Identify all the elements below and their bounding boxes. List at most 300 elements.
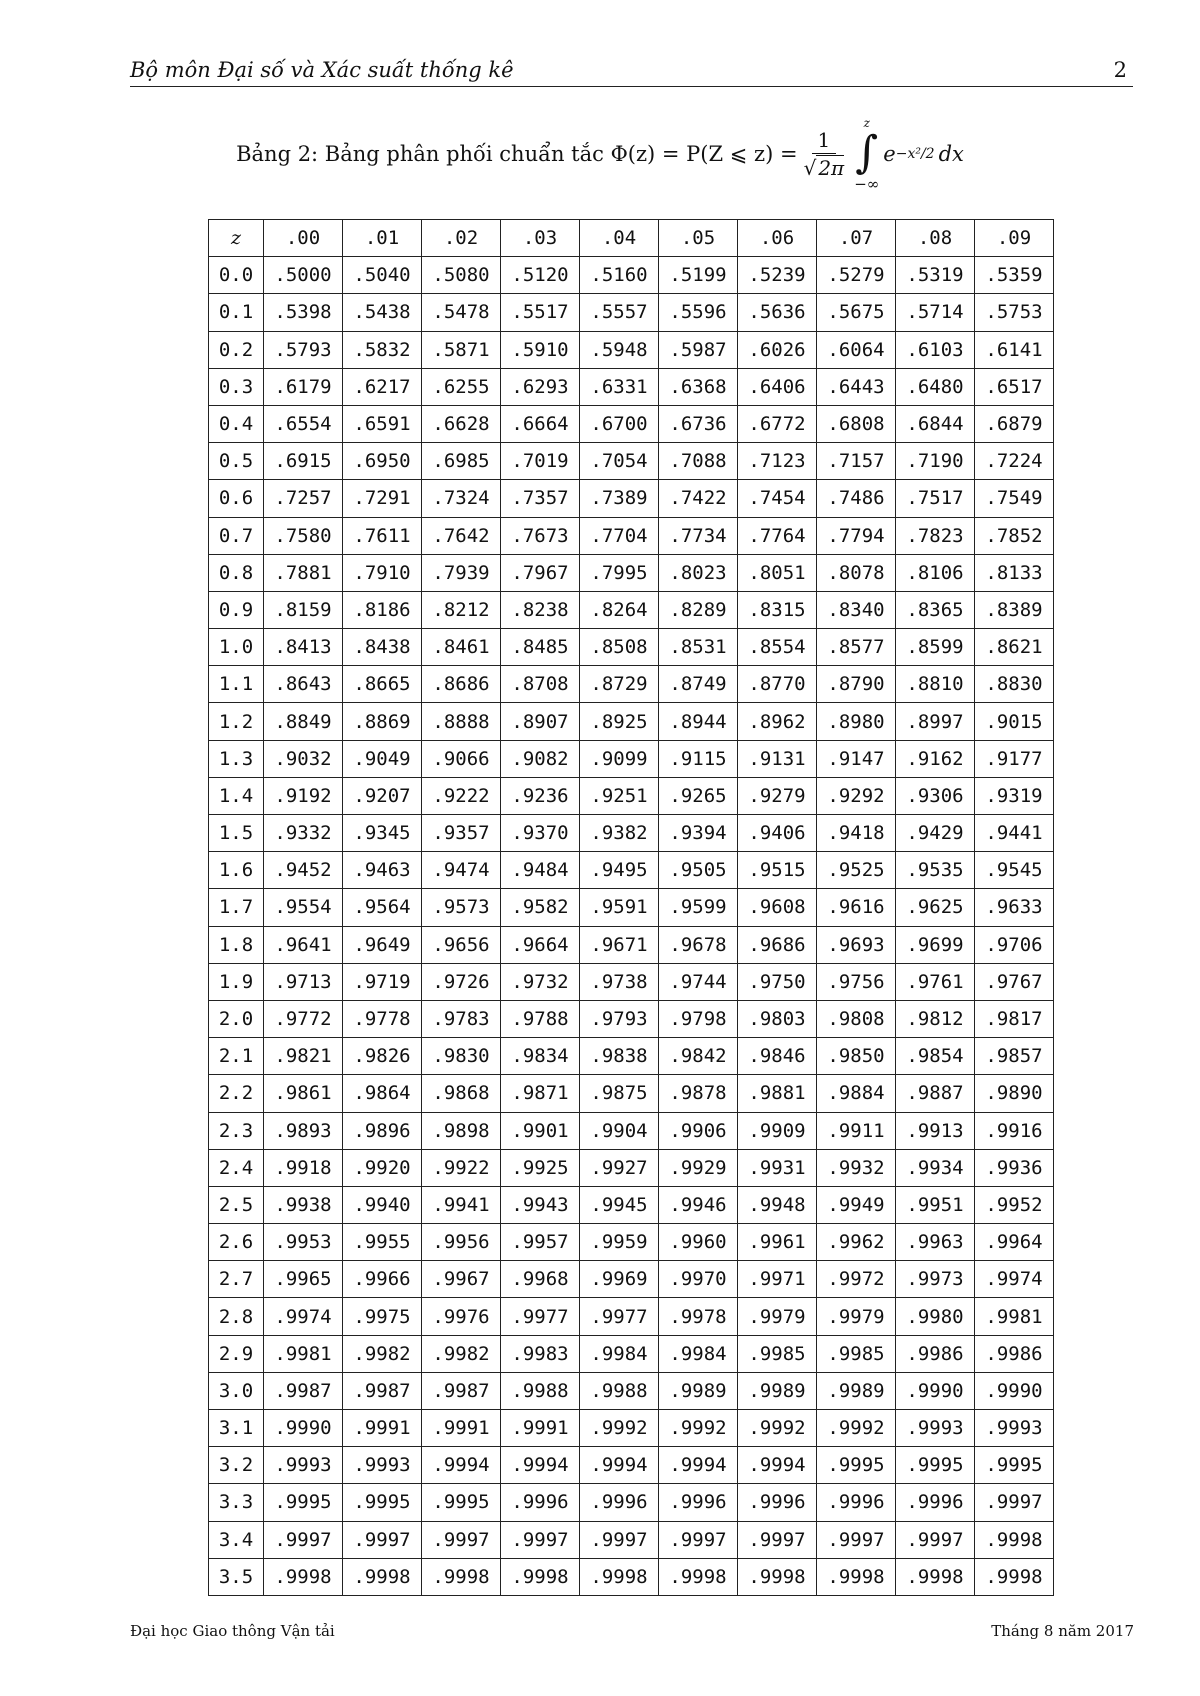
probability-cell: .5160 (580, 257, 659, 294)
probability-cell: .6736 (659, 405, 738, 442)
probability-cell: .9995 (975, 1447, 1054, 1484)
probability-cell: .9961 (738, 1224, 817, 1261)
z-value-cell: 2.4 (209, 1149, 264, 1186)
z-value-cell: 3.5 (209, 1558, 264, 1595)
probability-cell: .8790 (817, 666, 896, 703)
probability-cell: .5832 (343, 331, 422, 368)
probability-cell: .9973 (896, 1261, 975, 1298)
probability-cell: .9893 (264, 1112, 343, 1149)
probability-cell: .9641 (264, 926, 343, 963)
probability-cell: .9995 (817, 1447, 896, 1484)
table-row (209, 1149, 1054, 1186)
integrand-differential: dx (938, 142, 964, 166)
probability-cell: .7967 (501, 554, 580, 591)
probability-cell: .9979 (738, 1298, 817, 1335)
probability-cell: .9664 (501, 926, 580, 963)
probability-cell: .6331 (580, 368, 659, 405)
probability-cell: .9981 (975, 1298, 1054, 1335)
probability-cell: .6772 (738, 405, 817, 442)
probability-cell: .9846 (738, 1038, 817, 1075)
probability-cell: .9997 (422, 1521, 501, 1558)
probability-cell: .9943 (501, 1186, 580, 1223)
probability-cell: .8389 (975, 591, 1054, 628)
table-row (209, 257, 1054, 294)
z-value-cell: 0.4 (209, 405, 264, 442)
table-row (209, 666, 1054, 703)
probability-cell: .9992 (738, 1410, 817, 1447)
probability-cell: .9967 (422, 1261, 501, 1298)
probability-cell: .7642 (422, 517, 501, 554)
probability-cell: .9969 (580, 1261, 659, 1298)
probability-cell: .5000 (264, 257, 343, 294)
probability-cell: .9418 (817, 815, 896, 852)
probability-cell: .6480 (896, 368, 975, 405)
table-row (209, 740, 1054, 777)
probability-cell: .8849 (264, 703, 343, 740)
probability-cell: .7088 (659, 443, 738, 480)
probability-cell: .9484 (501, 852, 580, 889)
probability-cell: .9988 (501, 1372, 580, 1409)
probability-cell: .6879 (975, 405, 1054, 442)
caption-fraction (804, 127, 845, 182)
probability-cell: .7764 (738, 517, 817, 554)
probability-cell: .6844 (896, 405, 975, 442)
table-row (209, 963, 1054, 1000)
probability-cell: .5120 (501, 257, 580, 294)
probability-cell: .8508 (580, 629, 659, 666)
probability-cell: .8888 (422, 703, 501, 740)
probability-cell: .9978 (659, 1298, 738, 1335)
probability-cell: .9842 (659, 1038, 738, 1075)
probability-cell: .9986 (896, 1335, 975, 1372)
probability-cell: .9913 (896, 1112, 975, 1149)
probability-cell: .9306 (896, 777, 975, 814)
column-header: .03 (501, 220, 580, 257)
probability-cell: .9987 (264, 1372, 343, 1409)
probability-cell: .9960 (659, 1224, 738, 1261)
probability-cell: .9817 (975, 1000, 1054, 1037)
probability-cell: .9767 (975, 963, 1054, 1000)
probability-cell: .9982 (422, 1335, 501, 1372)
probability-cell: .5557 (580, 294, 659, 331)
probability-cell: .9920 (343, 1149, 422, 1186)
z-value-cell: 0.6 (209, 480, 264, 517)
table-header-row (209, 220, 1054, 257)
table-row (209, 331, 1054, 368)
probability-cell: .9991 (422, 1410, 501, 1447)
z-value-cell: 1.6 (209, 852, 264, 889)
z-value-cell: 0.5 (209, 443, 264, 480)
probability-cell: .9997 (738, 1521, 817, 1558)
probability-cell: .9884 (817, 1075, 896, 1112)
footer-date: Tháng 8 năm 2017 (991, 1622, 1134, 1640)
probability-cell: .9974 (264, 1298, 343, 1335)
probability-cell: .9971 (738, 1261, 817, 1298)
sqrt-content: 2π (818, 155, 845, 180)
probability-cell: .9932 (817, 1149, 896, 1186)
probability-cell: .9778 (343, 1000, 422, 1037)
probability-cell: .9934 (896, 1149, 975, 1186)
table-row (209, 1410, 1054, 1447)
table-row (209, 815, 1054, 852)
probability-cell: .7486 (817, 480, 896, 517)
probability-cell: .9994 (501, 1447, 580, 1484)
probability-cell: .9678 (659, 926, 738, 963)
probability-cell: .9989 (659, 1372, 738, 1409)
z-value-cell: 2.5 (209, 1186, 264, 1223)
probability-cell: .9990 (264, 1410, 343, 1447)
probability-cell: .9994 (422, 1447, 501, 1484)
probability-cell: .9032 (264, 740, 343, 777)
probability-cell: .9995 (896, 1447, 975, 1484)
probability-cell: .9719 (343, 963, 422, 1000)
probability-cell: .9997 (896, 1521, 975, 1558)
table-row (209, 703, 1054, 740)
probability-cell: .9949 (817, 1186, 896, 1223)
probability-cell: .9864 (343, 1075, 422, 1112)
probability-cell: .9997 (659, 1521, 738, 1558)
probability-cell: .6700 (580, 405, 659, 442)
probability-cell: .9582 (501, 889, 580, 926)
probability-cell: .9838 (580, 1038, 659, 1075)
probability-cell: .9881 (738, 1075, 817, 1112)
probability-cell: .9904 (580, 1112, 659, 1149)
probability-cell: .9980 (896, 1298, 975, 1335)
z-value-cell: 0.0 (209, 257, 264, 294)
probability-cell: .9812 (896, 1000, 975, 1037)
probability-cell: .8023 (659, 554, 738, 591)
probability-cell: .9998 (817, 1558, 896, 1595)
probability-cell: .8643 (264, 666, 343, 703)
probability-cell: .5478 (422, 294, 501, 331)
probability-cell: .9986 (975, 1335, 1054, 1372)
probability-cell: .7549 (975, 480, 1054, 517)
probability-cell: .9793 (580, 1000, 659, 1037)
z-value-cell: 0.3 (209, 368, 264, 405)
probability-cell: .9993 (264, 1447, 343, 1484)
probability-cell: .9713 (264, 963, 343, 1000)
probability-cell: .9625 (896, 889, 975, 926)
probability-cell: .9997 (580, 1521, 659, 1558)
probability-cell: .9996 (896, 1484, 975, 1521)
probability-cell: .9898 (422, 1112, 501, 1149)
probability-cell: .7257 (264, 480, 343, 517)
probability-cell: .9772 (264, 1000, 343, 1037)
probability-cell: .9890 (975, 1075, 1054, 1112)
z-value-cell: 0.1 (209, 294, 264, 331)
probability-cell: .9987 (343, 1372, 422, 1409)
probability-cell: .6628 (422, 405, 501, 442)
probability-cell: .7995 (580, 554, 659, 591)
probability-cell: .9997 (975, 1484, 1054, 1521)
probability-cell: .9131 (738, 740, 817, 777)
table-row (209, 1038, 1054, 1075)
probability-cell: .9222 (422, 777, 501, 814)
probability-cell: .9956 (422, 1224, 501, 1261)
probability-cell: .9916 (975, 1112, 1054, 1149)
probability-cell: .9901 (501, 1112, 580, 1149)
table-row (209, 1447, 1054, 1484)
z-value-cell: 1.5 (209, 815, 264, 852)
probability-cell: .9505 (659, 852, 738, 889)
table-row (209, 517, 1054, 554)
probability-cell: .6217 (343, 368, 422, 405)
probability-cell: .9988 (580, 1372, 659, 1409)
probability-cell: .5675 (817, 294, 896, 331)
probability-cell: .5753 (975, 294, 1054, 331)
probability-cell: .9974 (975, 1261, 1054, 1298)
probability-cell: .9756 (817, 963, 896, 1000)
probability-cell: .8621 (975, 629, 1054, 666)
table-row (209, 1261, 1054, 1298)
probability-cell: .9998 (501, 1558, 580, 1595)
probability-cell: .8340 (817, 591, 896, 628)
probability-cell: .9911 (817, 1112, 896, 1149)
z-value-cell: 0.2 (209, 331, 264, 368)
table-row (209, 1000, 1054, 1037)
probability-cell: .6443 (817, 368, 896, 405)
probability-cell: .7224 (975, 443, 1054, 480)
page-number: 2 (1113, 58, 1127, 82)
probability-cell: .9989 (817, 1372, 896, 1409)
column-header: .09 (975, 220, 1054, 257)
probability-cell: .9998 (975, 1558, 1054, 1595)
probability-cell: .9948 (738, 1186, 817, 1223)
z-value-cell: 1.8 (209, 926, 264, 963)
probability-cell: .9940 (343, 1186, 422, 1223)
table-row (209, 1186, 1054, 1223)
table-row (209, 1558, 1054, 1595)
table-row (209, 852, 1054, 889)
table-row (209, 1335, 1054, 1372)
probability-cell: .9693 (817, 926, 896, 963)
probability-cell: .9821 (264, 1038, 343, 1075)
probability-cell: .9878 (659, 1075, 738, 1112)
table-row (209, 926, 1054, 963)
probability-cell: .6293 (501, 368, 580, 405)
probability-cell: .9909 (738, 1112, 817, 1149)
probability-cell: .6406 (738, 368, 817, 405)
integral-symbol: ∫ (855, 127, 879, 178)
z-value-cell: 3.2 (209, 1447, 264, 1484)
probability-cell: .6141 (975, 331, 1054, 368)
probability-cell: .9995 (422, 1484, 501, 1521)
page-header (130, 56, 1133, 87)
z-value-cell: 0.8 (209, 554, 264, 591)
probability-cell: .6103 (896, 331, 975, 368)
column-header: .01 (343, 220, 422, 257)
z-value-cell: 2.9 (209, 1335, 264, 1372)
probability-cell: .5359 (975, 257, 1054, 294)
probability-cell: .9925 (501, 1149, 580, 1186)
probability-cell: .9918 (264, 1149, 343, 1186)
z-value-cell: 2.6 (209, 1224, 264, 1261)
probability-cell: .9998 (738, 1558, 817, 1595)
probability-cell: .9868 (422, 1075, 501, 1112)
probability-cell: .9994 (659, 1447, 738, 1484)
probability-cell: .9463 (343, 852, 422, 889)
probability-cell: .9162 (896, 740, 975, 777)
table-row (209, 629, 1054, 666)
probability-cell: .9394 (659, 815, 738, 852)
probability-cell: .9236 (501, 777, 580, 814)
z-value-cell: 0.7 (209, 517, 264, 554)
probability-cell: .8051 (738, 554, 817, 591)
probability-cell: .5714 (896, 294, 975, 331)
probability-cell: .7611 (343, 517, 422, 554)
probability-cell: .9996 (738, 1484, 817, 1521)
probability-cell: .9515 (738, 852, 817, 889)
probability-cell: .9998 (975, 1521, 1054, 1558)
probability-cell: .5080 (422, 257, 501, 294)
probability-cell: .9996 (659, 1484, 738, 1521)
probability-cell: .9066 (422, 740, 501, 777)
probability-cell: .5636 (738, 294, 817, 331)
table-row (209, 1298, 1054, 1335)
table-row (209, 591, 1054, 628)
probability-cell: .5793 (264, 331, 343, 368)
z-value-cell: 3.4 (209, 1521, 264, 1558)
probability-cell: .9591 (580, 889, 659, 926)
column-header: .00 (264, 220, 343, 257)
probability-cell: .9279 (738, 777, 817, 814)
probability-cell: .9993 (896, 1410, 975, 1447)
column-header: .02 (422, 220, 501, 257)
probability-cell: .9965 (264, 1261, 343, 1298)
z-column-header: z (209, 220, 264, 257)
probability-cell: .5239 (738, 257, 817, 294)
z-value-cell: 1.9 (209, 963, 264, 1000)
table-row (209, 1521, 1054, 1558)
probability-cell: .8315 (738, 591, 817, 628)
probability-cell: .6517 (975, 368, 1054, 405)
probability-cell: .9966 (343, 1261, 422, 1298)
probability-cell: .8997 (896, 703, 975, 740)
probability-cell: .6591 (343, 405, 422, 442)
z-value-cell: 1.3 (209, 740, 264, 777)
table-row (209, 1484, 1054, 1521)
probability-cell: .9633 (975, 889, 1054, 926)
probability-cell: .9535 (896, 852, 975, 889)
probability-cell: .8133 (975, 554, 1054, 591)
probability-cell: .9984 (580, 1335, 659, 1372)
probability-cell: .8830 (975, 666, 1054, 703)
probability-cell: .8531 (659, 629, 738, 666)
probability-cell: .5910 (501, 331, 580, 368)
z-value-cell: 2.2 (209, 1075, 264, 1112)
probability-cell: .6179 (264, 368, 343, 405)
probability-cell: .9099 (580, 740, 659, 777)
probability-cell: .7324 (422, 480, 501, 517)
probability-cell: .5199 (659, 257, 738, 294)
probability-cell: .9991 (501, 1410, 580, 1447)
probability-cell: .9732 (501, 963, 580, 1000)
probability-cell: .9929 (659, 1149, 738, 1186)
probability-cell: .9761 (896, 963, 975, 1000)
table-row (209, 294, 1054, 331)
z-value-cell: 3.1 (209, 1410, 264, 1447)
probability-cell: .8485 (501, 629, 580, 666)
probability-cell: .9783 (422, 1000, 501, 1037)
probability-cell: .8665 (343, 666, 422, 703)
probability-cell: .8186 (343, 591, 422, 628)
probability-cell: .9798 (659, 1000, 738, 1037)
probability-cell: .9896 (343, 1112, 422, 1149)
probability-cell: .9357 (422, 815, 501, 852)
probability-cell: .8438 (343, 629, 422, 666)
probability-cell: .9998 (343, 1558, 422, 1595)
z-value-cell: 1.0 (209, 629, 264, 666)
z-value-cell: 1.2 (209, 703, 264, 740)
probability-cell: .9599 (659, 889, 738, 926)
probability-cell: .6255 (422, 368, 501, 405)
probability-cell: .8686 (422, 666, 501, 703)
probability-cell: .9959 (580, 1224, 659, 1261)
probability-cell: .9564 (343, 889, 422, 926)
probability-cell: .9854 (896, 1038, 975, 1075)
z-value-cell: 1.7 (209, 889, 264, 926)
probability-cell: .5948 (580, 331, 659, 368)
fraction-numerator: 1 (812, 127, 837, 154)
probability-cell: .9147 (817, 740, 896, 777)
probability-cell: .9207 (343, 777, 422, 814)
probability-cell: .8599 (896, 629, 975, 666)
probability-cell: .8944 (659, 703, 738, 740)
probability-cell: .7734 (659, 517, 738, 554)
table-row (209, 405, 1054, 442)
probability-cell: .9998 (896, 1558, 975, 1595)
probability-cell: .9953 (264, 1224, 343, 1261)
probability-cell: .6985 (422, 443, 501, 480)
probability-cell: .9830 (422, 1038, 501, 1075)
probability-cell: .5319 (896, 257, 975, 294)
probability-cell: .9938 (264, 1186, 343, 1223)
probability-cell: .5987 (659, 331, 738, 368)
probability-cell: .6950 (343, 443, 422, 480)
probability-cell: .9995 (343, 1484, 422, 1521)
integral-sign (854, 116, 879, 192)
probability-cell: .9370 (501, 815, 580, 852)
probability-cell: .9049 (343, 740, 422, 777)
probability-cell: .9946 (659, 1186, 738, 1223)
probability-cell: .9968 (501, 1261, 580, 1298)
probability-cell: .9082 (501, 740, 580, 777)
probability-cell: .8980 (817, 703, 896, 740)
probability-cell: .7673 (501, 517, 580, 554)
probability-cell: .9177 (975, 740, 1054, 777)
probability-cell: .9992 (659, 1410, 738, 1447)
probability-cell: .9931 (738, 1149, 817, 1186)
probability-cell: .9945 (580, 1186, 659, 1223)
probability-cell: .7357 (501, 480, 580, 517)
probability-cell: .6026 (738, 331, 817, 368)
fraction-denominator: √ 2π (803, 155, 845, 180)
probability-cell: .8365 (896, 591, 975, 628)
probability-cell: .9997 (817, 1521, 896, 1558)
probability-cell: .9975 (343, 1298, 422, 1335)
probability-cell: .7422 (659, 480, 738, 517)
probability-cell: .5517 (501, 294, 580, 331)
probability-cell: .9744 (659, 963, 738, 1000)
probability-cell: .9962 (817, 1224, 896, 1261)
probability-cell: .9982 (343, 1335, 422, 1372)
probability-cell: .8907 (501, 703, 580, 740)
probability-cell: .7881 (264, 554, 343, 591)
probability-cell: .6064 (817, 331, 896, 368)
probability-cell: .5040 (343, 257, 422, 294)
probability-cell: .9997 (264, 1521, 343, 1558)
probability-cell: .5279 (817, 257, 896, 294)
